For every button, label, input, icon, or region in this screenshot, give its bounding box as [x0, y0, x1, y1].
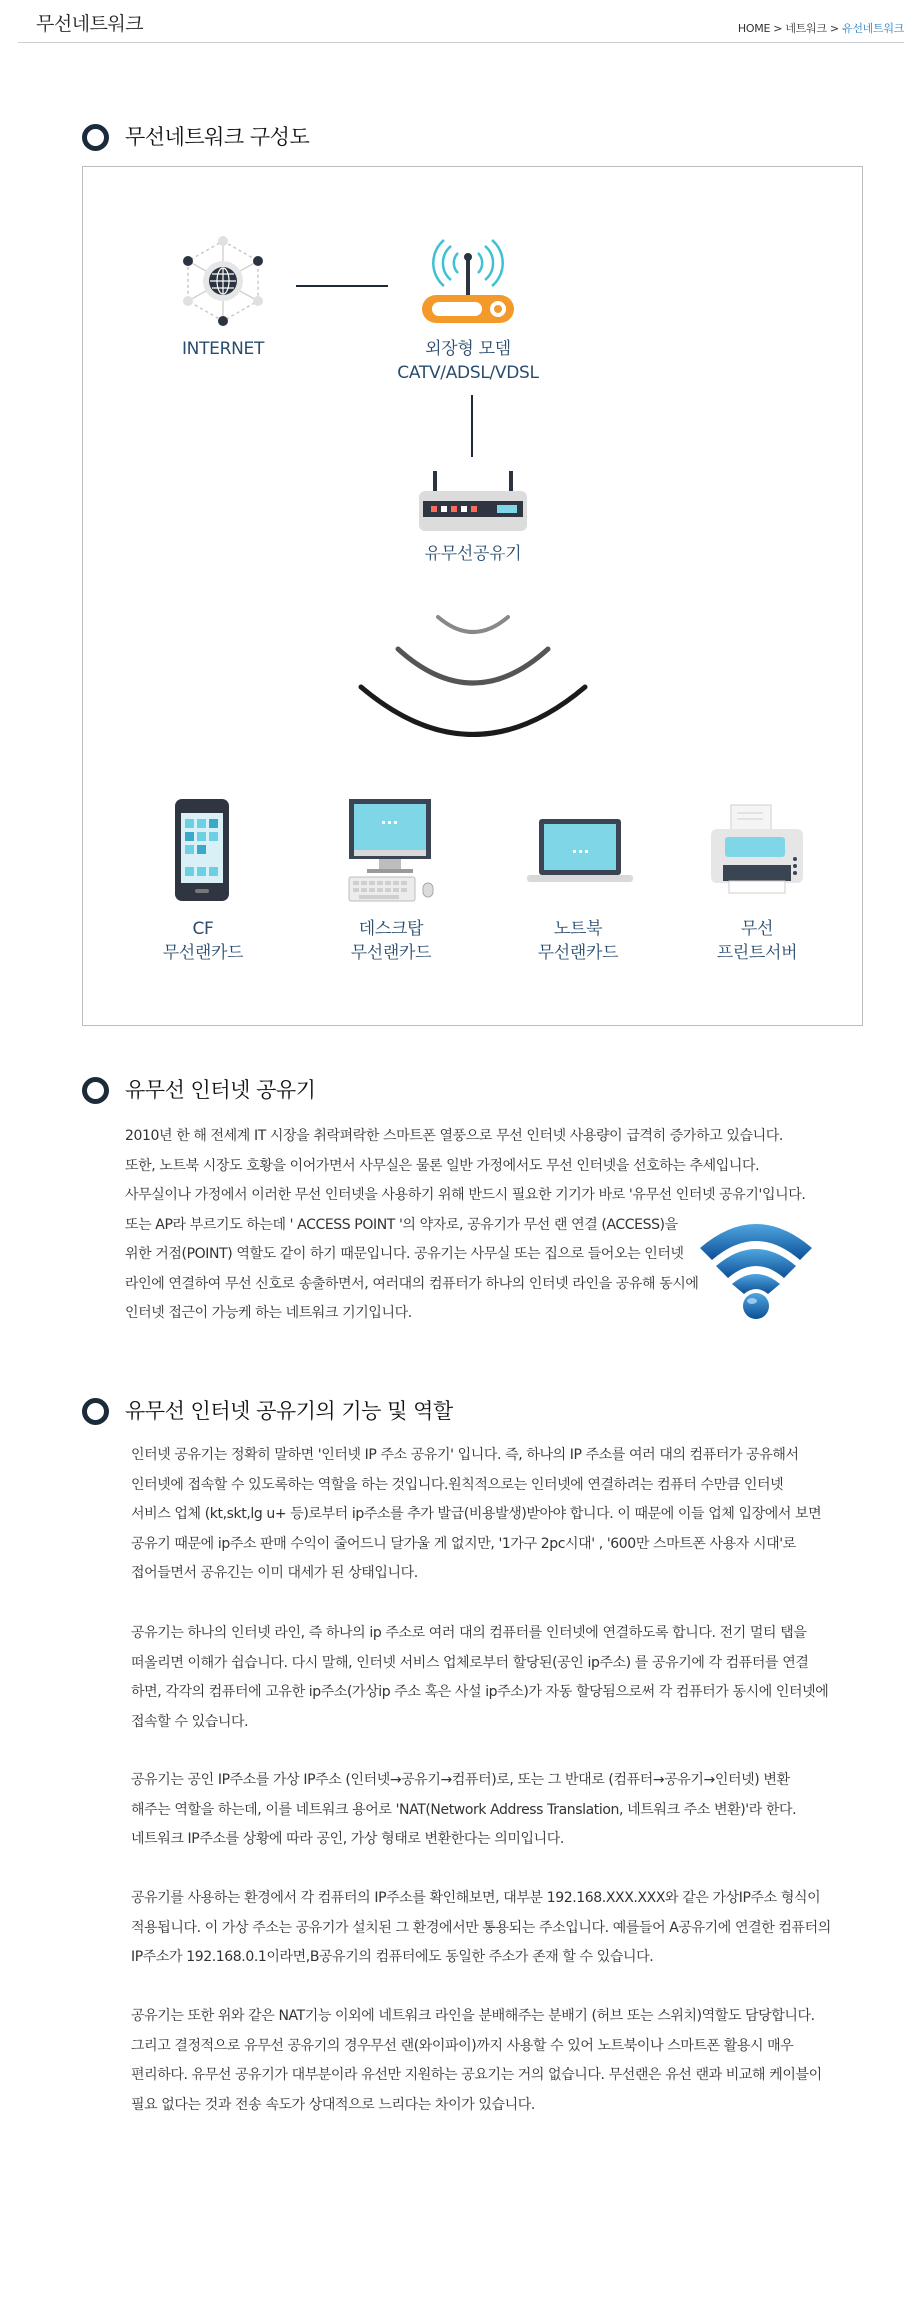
ring-bullet-icon	[82, 1398, 109, 1425]
intro-line: 사무실이나 가정에서 이러한 무선 인터넷을 사용하기 위해 반드시 필요한 기기가 바로 '유무선 인터넷 공유기'입니다.	[125, 1187, 806, 1203]
function-line: 네트워크 IP주소를 상황에 따라 공인, 가상 형태로 변환한다는 의미입니다.	[131, 1831, 564, 1847]
intro-line: 인터넷 접근이 가능케 하는 네트워크 기기입니다.	[125, 1305, 412, 1321]
function-paragraph-3	[131, 1766, 796, 1855]
breadcrumb-network[interactable]: 네트워크	[785, 22, 827, 35]
ring-bullet-icon	[82, 124, 109, 151]
router-icon	[417, 467, 529, 535]
intro-line: 또한, 노트북 시장도 호황을 이어가면서 사무실은 물론 일반 가정에서도 무선 인터넷을 선호하는 추세입니다.	[125, 1157, 760, 1174]
function-line: 공유기는 공인 IP주소를 가상 IP주소 (인터넷→공유기→컴퓨터)로, 또는 그 반대로 (컴퓨터→공유기→인터넷) 변환	[131, 1772, 790, 1788]
router-label: 유무선공유기	[424, 544, 522, 564]
function-paragraph-1	[131, 1441, 821, 1589]
function-line: 공유기를 사용하는 환경에서 각 컴퓨터의 IP주소를 확인해보면, 대부분 192.168.XXX.XXX와 같은 가상IP주소 형식이	[131, 1890, 821, 1906]
wireless-signal-icon	[353, 607, 593, 737]
function-line: 그리고 결정적으로 유무선 공유기의 경우무선 랜(와이파이)까지 사용할 수 있어 노트북이나 스마트폰 활용시 매우	[131, 2037, 794, 2054]
breadcrumb-separator: >	[826, 22, 843, 35]
network-diagram	[82, 166, 863, 1026]
intro-line: 라인에 연결하여 무선 신호로 송출하면서, 여러대의 컴퓨터가 하나의 인터넷 라인을 공유해 동시에	[125, 1275, 699, 1292]
function-line: 떠올리면 이해가 쉽습니다. 다시 말해, 인터넷 서비스 업체로부터 할당된(공인 ip주소) 를 공유기에 각 컴퓨터를 연결	[131, 1654, 809, 1671]
intro-line: 2010년 한 해 전세계 IT 시장을 취락펴락한 스마트폰 열풍으로 무선 인터넷 사용량이 급격히 증가하고 있습니다.	[125, 1128, 783, 1144]
printer-icon	[707, 803, 807, 899]
breadcrumb-separator: >	[770, 22, 786, 35]
page-title: 무선네트워크	[36, 13, 144, 35]
desktop-icon	[345, 797, 445, 905]
function-line: 하면, 각각의 컴퓨터에 고유한 ip주소(가상ip 주소 혹은 사설 ip주소)가 자동 할당됨으로써 각 컴퓨터가 동시에 인터넷에	[131, 1684, 829, 1700]
function-line: 공유기는 또한 위와 같은 NAT기능 이외에 네트워크 라인을 분배해주는 분배기 (허브 또는 스위치)역할도 담당합니다.	[131, 2008, 815, 2024]
modem-label: 외장형 모뎀 CATV/ADSL/VDSL	[397, 339, 539, 383]
function-line: 해주는 역할을 하는데, 이를 네트워크 용어로 'NAT(Network Address Translation, 네트워크 주소 변환)'라 한다.	[131, 1801, 797, 1818]
ring-bullet-icon	[82, 1077, 109, 1104]
function-line: 공유기 때문에 ip주소 판매 수익이 줄어드니 달가울 게 없지만, '1가구 2pc시대' , '600만 스마트폰 사용자 시대'로	[131, 1535, 796, 1552]
page-header	[18, 0, 904, 43]
function-line: 접어들면서 공유긴는 이미 대세가 된 상태입니다.	[131, 1565, 418, 1581]
function-paragraph-2	[131, 1619, 828, 1737]
section-title: 유무선 인터넷 공유기의 기능 및 역할	[125, 1399, 453, 1423]
section-title: 무선네트워크 구성도	[125, 125, 310, 149]
breadcrumb-current: 유선네트워크	[842, 22, 904, 35]
modem-icon	[408, 235, 528, 335]
device-label-cf: CF 무선랜카드	[162, 919, 244, 963]
breadcrumb	[738, 20, 904, 36]
wifi-icon	[696, 1214, 816, 1320]
intro-line: 또는 AP라 부르기도 하는데 ' ACCESS POINT '의 약자로, 공유기가 무선 랜 연결 (ACCESS)을	[125, 1216, 678, 1233]
laptop-icon	[525, 817, 635, 889]
function-line: 공유기는 하나의 인터넷 라인, 즉 하나의 ip 주소로 여러 대의 컴퓨터를 인터넷에 연결하도록 합니다. 전기 멀티 탭을	[131, 1625, 807, 1641]
breadcrumb-home[interactable]: HOME	[737, 22, 771, 35]
function-line: 인터넷 공유기는 정확히 말하면 '인터넷 IP 주소 공유기' 입니다. 즉, 하나의 IP 주소를 여러 대의 컴퓨터가 공유해서	[131, 1447, 799, 1463]
intro-line: 위한 거점(POINT) 역할도 같이 하기 때문입니다. 공유기는 사무실 또는 집으로 들어오는 인터넷	[125, 1246, 684, 1262]
internet-globe-icon	[178, 235, 268, 333]
device-label-laptop: 노트북 무선랜카드	[537, 919, 619, 963]
internet-label: INTERNET	[181, 339, 265, 359]
section-title: 유무선 인터넷 공유기	[125, 1078, 316, 1102]
internet-modem-connector	[296, 285, 388, 287]
device-label-desktop: 데스크탑 무선랜카드	[350, 919, 432, 963]
function-line: 편리하다. 유무선 공유기가 대부분이라 유선만 지원하는 공요기는 거의 없습니다. 무선랜은 유선 랜과 비교해 케이블이	[131, 2067, 822, 2083]
smartphone-icon	[173, 797, 233, 905]
function-line: 필요 없다는 것과 전송 속도가 상대적으로 느리다는 차이가 있습니다.	[131, 2096, 535, 2113]
device-label-printer: 무선 프린트서버	[716, 919, 798, 963]
function-line: 접속할 수 있습니다.	[131, 1713, 249, 1730]
function-paragraph-5	[131, 2002, 822, 2120]
function-paragraph-4	[131, 1884, 831, 1973]
function-line: 인터넷에 접속할 수 있도록하는 역할을 하는 것입니다.원칙적으로는 인터넷에 연결하려는 컴퓨터 수만큼 인터넷	[131, 1476, 784, 1493]
function-line: 적용됩니다. 이 가상 주소는 공유기가 설치된 그 환경에서만 통용되는 주소입니다. 예를들어 A공유기에 연결한 컴퓨터의	[131, 1919, 831, 1936]
function-line: 서비스 업체 (kt,skt,lg u+ 등)로부터 ip주소를 추가 발급(비용발생)받아야 합니다. 이 때문에 이들 업체 입장에서 보면	[131, 1506, 822, 1522]
function-line: IP주소가 192.168.0.1이라면,B공유기의 컴퓨터에도 동일한 주소가 존재 할 수 있습니다.	[131, 1949, 654, 1965]
modem-router-connector	[471, 395, 473, 457]
